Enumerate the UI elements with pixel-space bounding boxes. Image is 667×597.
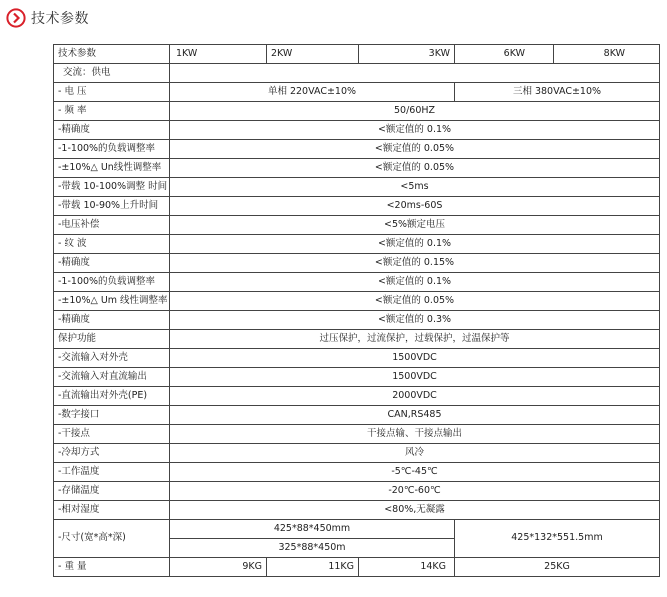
table-row (54, 406, 660, 425)
row-value: <额定值的 0.1% (170, 273, 660, 292)
row-value: <额定值的 0.05% (170, 159, 660, 178)
row-value: -5℃-45℃ (170, 463, 660, 482)
row-value: <80%,无凝露 (170, 501, 660, 520)
row-value: <5ms (170, 178, 660, 197)
row-value: <额定值的 0.3% (170, 311, 660, 330)
model-6kw: 6KW (455, 45, 554, 64)
table-row (54, 311, 660, 330)
table-row (54, 387, 660, 406)
section-title: 技术参数 (31, 11, 89, 27)
row-label: -交流输入对外壳 (54, 349, 170, 368)
table-row (54, 292, 660, 311)
table-row (54, 349, 660, 368)
row-label: -精确度 (54, 121, 170, 140)
table-row (54, 273, 660, 292)
row-label: -带载 10-100%调整 时间 (54, 178, 170, 197)
row-value: 1500VDC (170, 368, 660, 387)
weight-row (54, 558, 660, 577)
table-row (54, 368, 660, 387)
table-row (54, 159, 660, 178)
row-value: 50/60HZ (170, 102, 660, 121)
row-label: -1-100%的负载调整率 (54, 140, 170, 159)
spec-table (53, 44, 660, 577)
table-row (54, 83, 660, 102)
row-value: <额定值的 0.15% (170, 254, 660, 273)
table-row (54, 178, 660, 197)
table-header-row (54, 45, 660, 64)
row-label: -干接点 (54, 425, 170, 444)
table-row (54, 102, 660, 121)
weight-2kw: 11KG (267, 558, 359, 577)
table-row (54, 330, 660, 349)
table-row (54, 501, 660, 520)
row-label: -带载 10-90%上升时间 (54, 197, 170, 216)
voltage-three-phase: 三相 380VAC±10% (455, 83, 660, 102)
size-mid: 425*88*450mm (170, 520, 455, 539)
header-label: 技术参数 (54, 45, 170, 64)
table-row (54, 121, 660, 140)
row-label: -1-100%的负载调整率 (54, 273, 170, 292)
row-label: 交流：供电 (54, 64, 170, 83)
size-row-top (54, 520, 660, 539)
table-row (54, 235, 660, 254)
row-label: -精确度 (54, 254, 170, 273)
row-value: <5%额定电压 (170, 216, 660, 235)
row-label: -直流输出对外壳(PE) (54, 387, 170, 406)
section-header (6, 6, 89, 30)
row-value: 2000VDC (170, 387, 660, 406)
model-8kw: 8KW (554, 45, 660, 64)
row-label: -存储温度 (54, 482, 170, 501)
row-label: - 电 压 (54, 83, 170, 102)
row-value: 过压保护，过流保护，过载保护，过温保护等 (170, 330, 660, 349)
voltage-single-phase: 单相 220VAC±10% (170, 83, 455, 102)
row-value: 风冷 (170, 444, 660, 463)
row-value: 干接点输、干接点输出 (170, 425, 660, 444)
model-1kw: 1KW (170, 45, 267, 64)
row-label: - 纹 波 (54, 235, 170, 254)
row-label: -电压补偿 (54, 216, 170, 235)
table-row (54, 216, 660, 235)
table-row (54, 463, 660, 482)
row-label: -交流输入对直流输出 (54, 368, 170, 387)
weight-6-8kw: 25KG (455, 558, 660, 577)
model-2kw: 2KW (267, 45, 359, 64)
weight-3kw: 14KG (359, 558, 455, 577)
row-value: 1500VDC (170, 349, 660, 368)
row-value: -20℃-60℃ (170, 482, 660, 501)
row-value: <20ms-60S (170, 197, 660, 216)
table-row (54, 254, 660, 273)
table-row (54, 64, 660, 83)
row-label: -冷却方式 (54, 444, 170, 463)
table-row (54, 140, 660, 159)
row-value (170, 64, 660, 83)
row-label: -工作温度 (54, 463, 170, 482)
row-value: <额定值的 0.1% (170, 121, 660, 140)
model-3kw: 3KW (359, 45, 455, 64)
row-label: 保护功能 (54, 330, 170, 349)
table-row (54, 482, 660, 501)
row-label: -数字接口 (54, 406, 170, 425)
row-value: CAN,RS485 (170, 406, 660, 425)
weight-1kw: 9KG (170, 558, 267, 577)
row-label: -尺寸(宽*高*深) (54, 520, 170, 558)
circle-chevron-right-icon (6, 8, 26, 28)
table-row (54, 197, 660, 216)
row-value: <额定值的 0.1% (170, 235, 660, 254)
row-label: - 频 率 (54, 102, 170, 121)
size-large: 425*132*551.5mm (455, 520, 660, 558)
row-label: -±10%△ Um 线性调整率 (54, 292, 170, 311)
table-row (54, 444, 660, 463)
size-small: 325*88*450m (170, 539, 455, 558)
row-label: -相对湿度 (54, 501, 170, 520)
row-value: <额定值的 0.05% (170, 140, 660, 159)
row-value: <额定值的 0.05% (170, 292, 660, 311)
row-label: -精确度 (54, 311, 170, 330)
table-row (54, 425, 660, 444)
row-label: - 重 量 (54, 558, 170, 577)
row-label: -±10%△ Un线性调整率 (54, 159, 170, 178)
